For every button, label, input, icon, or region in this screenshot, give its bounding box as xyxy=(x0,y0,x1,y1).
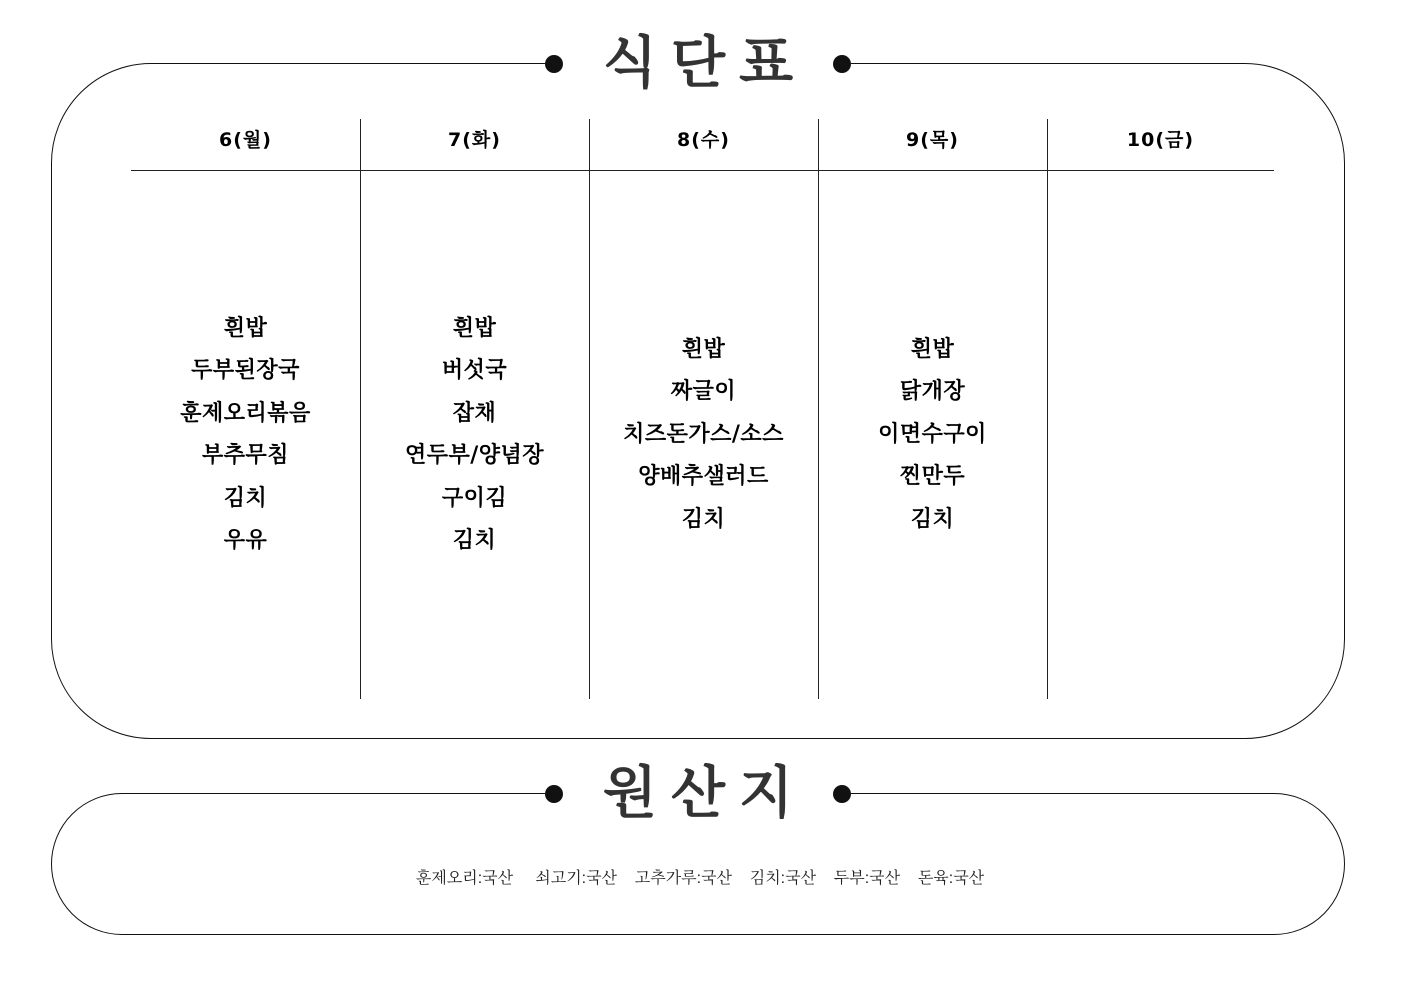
menu-item: 치즈돈가스/소스 xyxy=(623,421,784,447)
day-menu-list xyxy=(360,171,589,699)
title-dot-right xyxy=(833,55,851,73)
day-column-wed xyxy=(589,119,819,699)
menu-item: 잡채 xyxy=(452,400,497,426)
title-dot-left xyxy=(545,785,563,803)
menu-item: 우유 xyxy=(223,528,268,553)
day-header: 10(금) xyxy=(1126,129,1195,151)
menu-item: 김치 xyxy=(223,485,268,511)
menu-title-band xyxy=(545,27,851,101)
menu-item: 닭개장 xyxy=(899,379,966,405)
menu-item: 김치 xyxy=(681,506,726,532)
day-menu-list xyxy=(818,171,1047,699)
menu-item: 짜글이 xyxy=(670,379,737,405)
menu-item: 이면수구이 xyxy=(878,421,987,447)
origin-title-band xyxy=(545,757,851,831)
menu-item: 연두부/양념장 xyxy=(404,443,545,468)
day-menu-list xyxy=(131,171,360,699)
origin-info: 훈제오리:국산 쇠고기:국산 고추가루:국산 김치:국산 두부:국산 돈육:국산 xyxy=(415,870,985,887)
menu-item: 김치 xyxy=(910,506,955,532)
title-dot-left xyxy=(545,55,563,73)
menu-title: 식단표 xyxy=(602,31,808,96)
menu-item: 훈제오리볶음 xyxy=(180,400,311,426)
menu-item: 양배추샐러드 xyxy=(638,464,769,490)
day-column-tue xyxy=(360,119,590,699)
menu-item: 흰밥 xyxy=(910,336,955,362)
day-menu-list xyxy=(589,171,818,699)
menu-item: 부추무침 xyxy=(201,443,289,468)
day-menu-list xyxy=(1047,171,1274,699)
menu-item: 흰밥 xyxy=(223,315,268,341)
day-column-fri xyxy=(1047,119,1274,699)
day-header: 6(월) xyxy=(219,129,272,151)
title-dot-right xyxy=(833,785,851,803)
day-column-thu xyxy=(818,119,1048,699)
menu-item: 두부된장국 xyxy=(191,358,300,383)
origin-title: 원산지 xyxy=(602,761,808,826)
day-column-mon xyxy=(131,119,361,699)
day-header: 7(화) xyxy=(448,129,501,151)
menu-item: 김치 xyxy=(452,528,497,553)
menu-grid xyxy=(131,119,1274,699)
menu-item: 찐만두 xyxy=(899,464,966,490)
menu-item: 구이김 xyxy=(441,485,508,511)
header-divider xyxy=(131,170,1274,171)
day-header: 9(목) xyxy=(906,129,959,151)
menu-item: 흰밥 xyxy=(681,336,726,362)
menu-item: 버섯국 xyxy=(441,358,508,383)
day-header: 8(수) xyxy=(677,129,730,151)
menu-item: 흰밥 xyxy=(452,315,497,341)
